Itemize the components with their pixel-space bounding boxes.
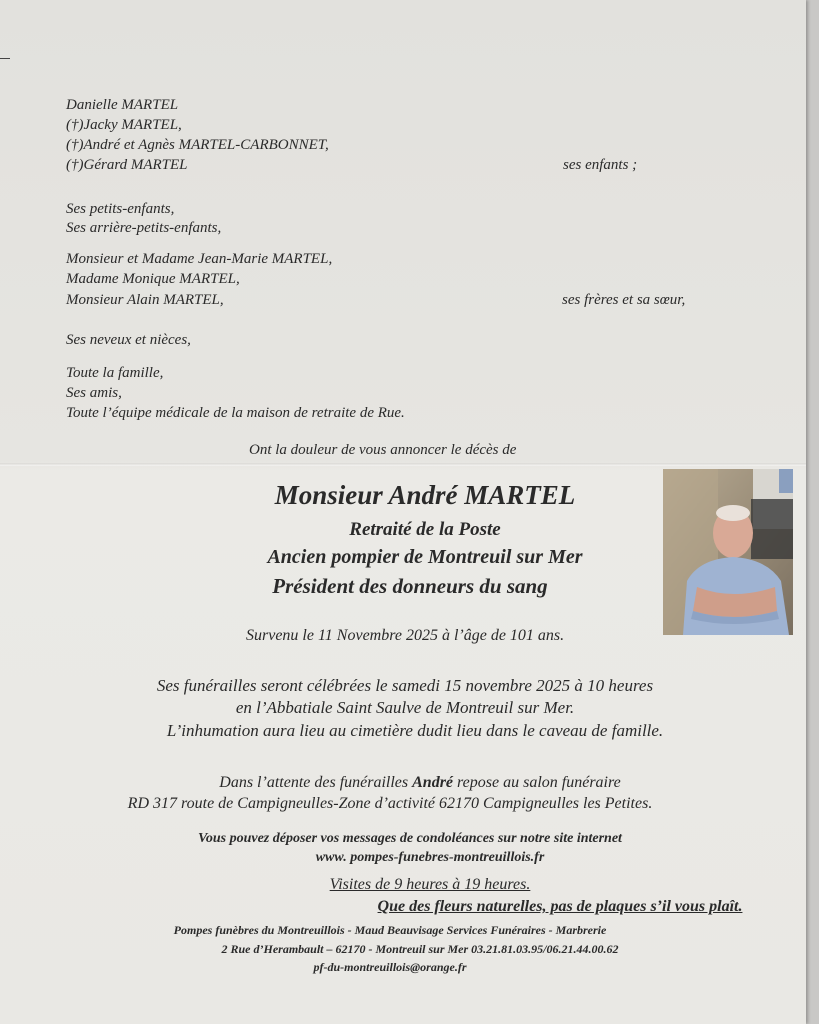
child-line: (†)Gérard MARTEL: [66, 157, 188, 173]
rest-text: Dans l’attente des funérailles: [219, 774, 413, 791]
rest-line: [110, 774, 730, 792]
siblings-role: ses frères et sa sœur,: [562, 292, 686, 308]
child-line: (†)André et Agnès MARTEL-CARBONNET,: [66, 137, 329, 153]
funeral-line: L’inhumation aura lieu au cimetière dudit lieu dans le caveau de famille.: [166, 721, 664, 740]
death-date-line: Survenu le 11 Novembre 2025 à l’âge de 101 ans.: [246, 627, 565, 644]
medical-team-line: Toute l’équipe médicale de la maison de retraite de Rue.: [66, 405, 405, 421]
children-role: ses enfants ;: [563, 157, 638, 173]
page-fold: [0, 463, 806, 466]
portrait-image: [663, 469, 793, 635]
sibling-line: Madame Monique MARTEL,: [66, 271, 240, 287]
grandchildren-line: Ses petits-enfants,: [66, 201, 175, 217]
condolences-text: Vous pouvez déposer vos messages de condoléances sur notre site internet: [198, 831, 622, 846]
child-line: (†)Jacky MARTEL,: [66, 117, 182, 133]
show-through-decoration: [270, 150, 278, 184]
sibling-line: Monsieur Alain MARTEL,: [66, 292, 224, 308]
funeral-line: en l’Abbatiale Saint Saulve de Montreuil sur Mer.: [235, 698, 575, 717]
family-line: Toute la famille,: [66, 365, 164, 381]
flowers-note: Que des fleurs naturelles, pas de plaques s’il vous plaît.: [377, 898, 743, 915]
friends-line: Ses amis,: [66, 385, 122, 401]
deceased-name: Monsieur André MARTEL: [274, 480, 576, 510]
sibling-line: Monsieur et Madame Jean-Marie MARTEL,: [66, 251, 333, 267]
rest-address: RD 317 route de Campigneulles-Zone d’activité 62170 Campigneulles les Petites.: [127, 795, 653, 812]
funeral-line: Ses funérailles seront célébrées le samedi 15 novembre 2025 à 10 heures: [156, 676, 654, 695]
edge-mark: [0, 58, 10, 59]
rest-text: repose au salon funéraire: [453, 774, 621, 791]
funeral-home-name: Pompes funèbres du Montreuillois - Maud Beauvisage Services Funéraires - Marbrerie: [173, 923, 607, 937]
funeral-home-email[interactable]: pf-du-montreuillois@orange.fr: [313, 960, 467, 974]
visits-hours: Visites de 9 heures à 19 heures.: [329, 876, 531, 893]
deceased-title: Président des donneurs du sang: [272, 574, 548, 598]
deceased-title: Retraité de la Poste: [349, 519, 501, 540]
nephews-line: Ses neveux et nièces,: [66, 332, 191, 348]
funeral-home-address: 2 Rue d’Herambault – 62170 - Montreuil sur Mer 03.21.81.03.95/06.21.44.00.62: [221, 942, 619, 956]
condolences-url[interactable]: www. pompes-funebres-montreuillois.fr: [315, 850, 545, 865]
announcement-line: Ont la douleur de vous annoncer le décès de: [249, 442, 517, 458]
deceased-photo: [663, 469, 793, 635]
rest-name: André: [412, 774, 454, 791]
grandchildren-line: Ses arrière-petits-enfants,: [66, 220, 222, 236]
deceased-title: Ancien pompier de Montreuil sur Mer: [267, 546, 583, 568]
child-line: Danielle MARTEL: [66, 97, 179, 113]
